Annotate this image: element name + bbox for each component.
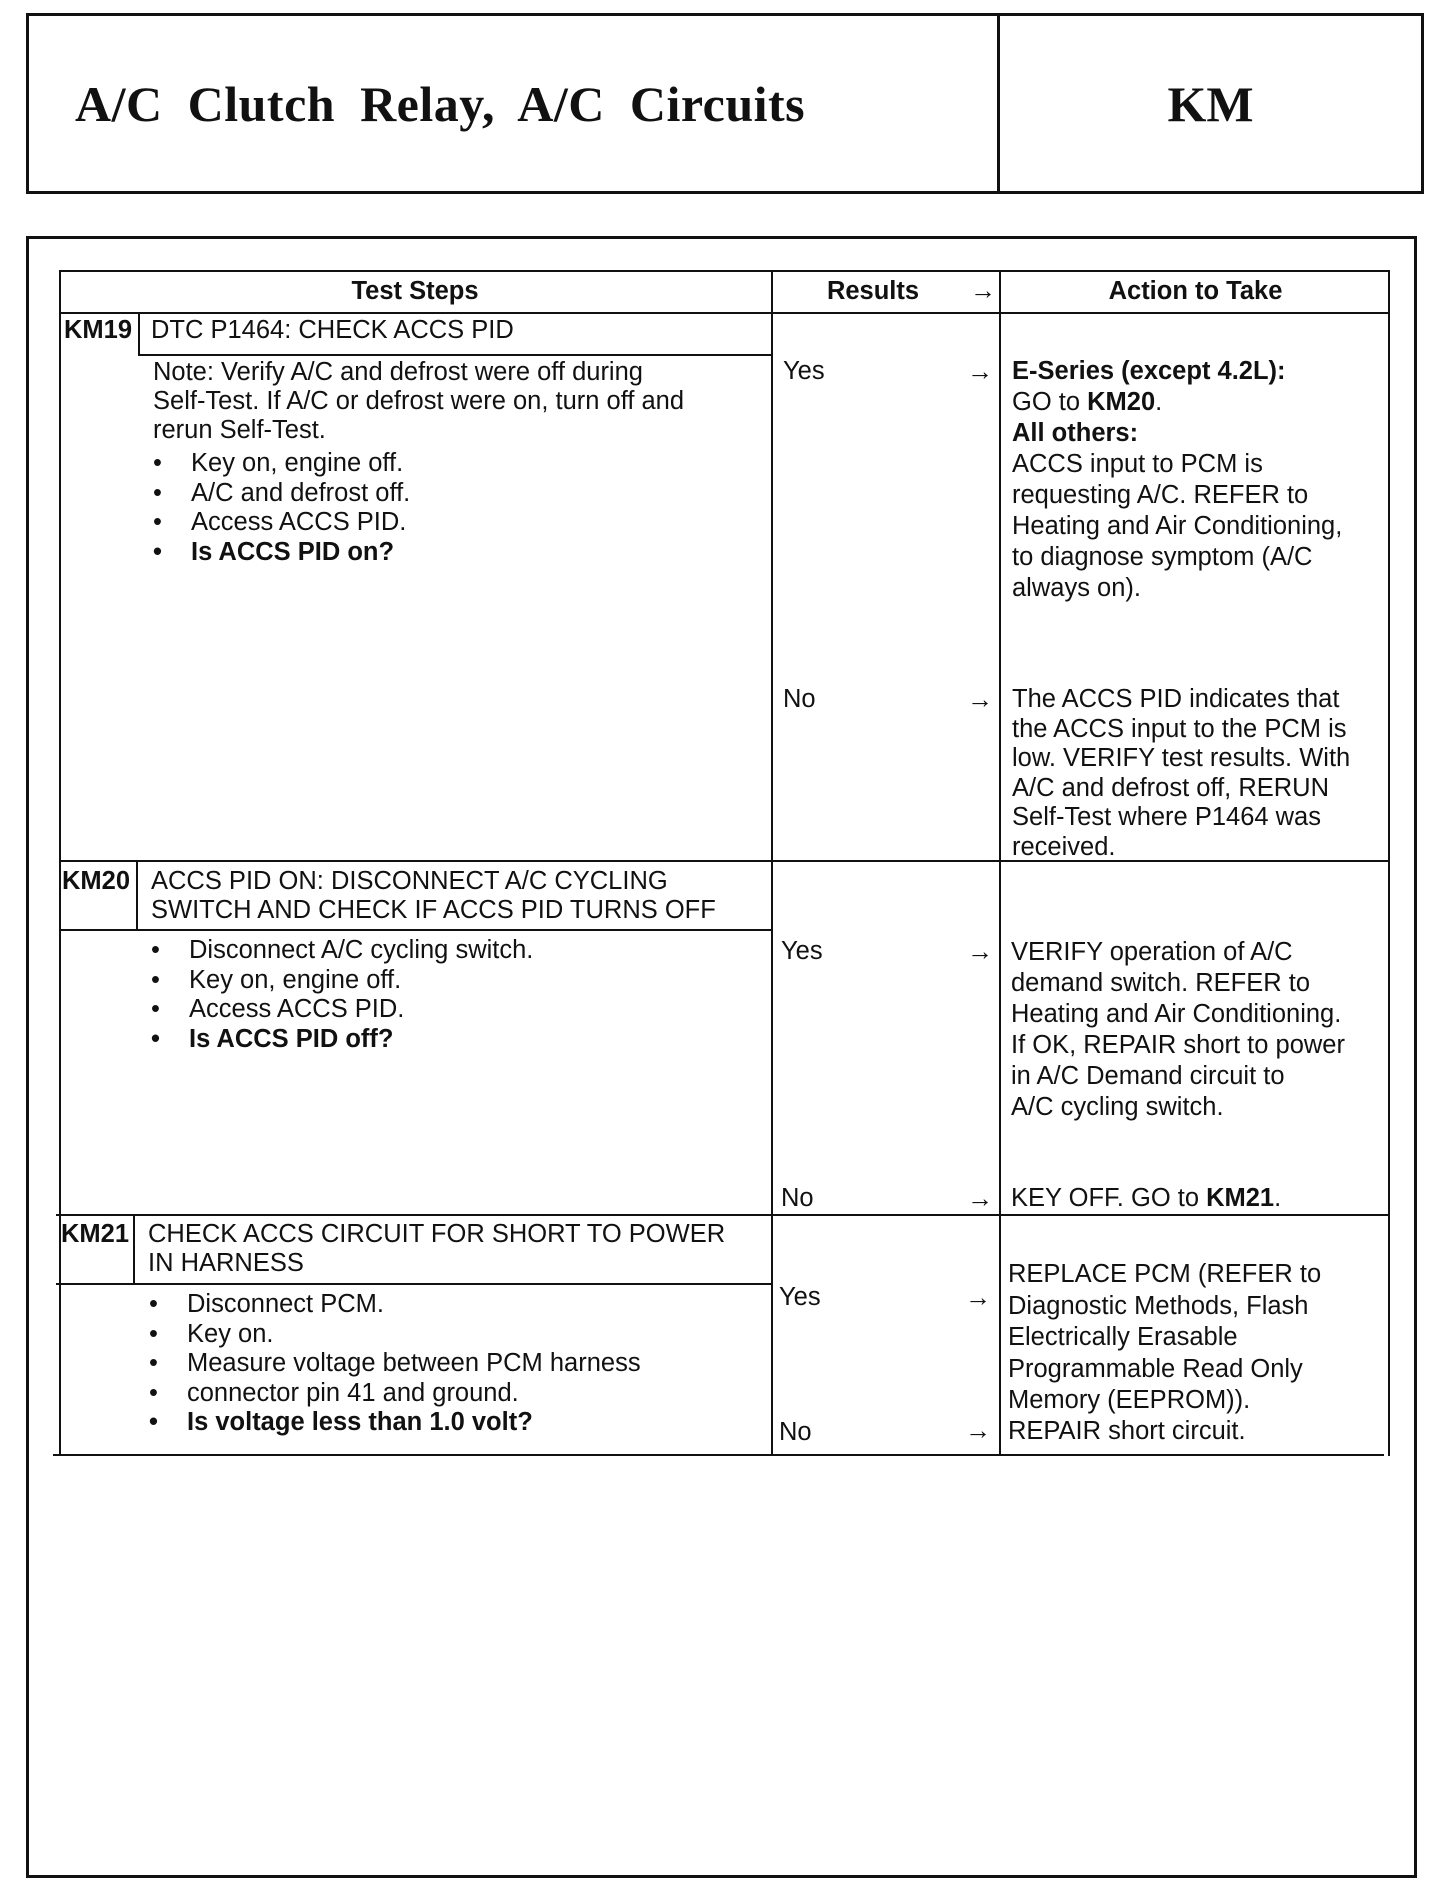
step-title-divider (138, 354, 772, 356)
table-border-right (1388, 270, 1390, 1456)
bullet-item: • Key on, engine off. (149, 966, 533, 996)
action-line: REPAIR short circuit. (1008, 1417, 1246, 1445)
action-line: VERIFY operation of A/C (1011, 938, 1293, 966)
result-arrow: → (965, 1282, 991, 1312)
result-arrow: → (965, 1415, 991, 1445)
note-line: Self-Test. If A/C or defrost were on, turn off and (153, 387, 685, 415)
action-line (1012, 387, 1342, 418)
action-text: GO to (1012, 388, 1088, 416)
action-line: All others: (1012, 419, 1139, 447)
page-title: A/C Clutch Relay, A/C Circuits (29, 16, 1000, 191)
action-line: in A/C Demand circuit to (1011, 1062, 1285, 1090)
bullet-item: • Key on, engine off. (151, 449, 410, 479)
action-line: ACCS input to PCM is (1012, 450, 1263, 478)
step-title-km21: IN HARNESS (148, 1249, 304, 1277)
action-line: to diagnose symptom (A/C (1012, 543, 1313, 571)
note-line: Note: Verify A/C and defrost were off during (153, 358, 643, 386)
action-line: low. VERIFY test results. With (1012, 744, 1351, 772)
bullet-item: • Is voltage less than 1.0 volt? (147, 1408, 641, 1438)
step-id-km20: KM20 (62, 867, 131, 895)
table-border-bottom (53, 1454, 1384, 1456)
result-arrow: → (967, 356, 993, 386)
action-line: Heating and Air Conditioning. (1011, 1000, 1342, 1028)
action-line: demand switch. REFER to (1011, 969, 1311, 997)
bullet-item: • Access ACCS PID. (151, 508, 410, 538)
action-line: A/C cycling switch. (1011, 1093, 1224, 1121)
action-km21-no (1008, 1417, 1246, 1447)
result-yes: Yes (783, 357, 825, 385)
step-id-divider (136, 862, 138, 930)
action-text: . (1155, 388, 1163, 416)
header-results: Results (826, 276, 920, 305)
page-header (26, 13, 1424, 194)
action-line: Electrically Erasable (1008, 1323, 1238, 1351)
bullet-item: • Disconnect PCM. (147, 1290, 641, 1320)
action-km19-no (1012, 685, 1350, 862)
result-arrow: → (967, 1183, 993, 1213)
step-title-km20: ACCS PID ON: DISCONNECT A/C CYCLING (151, 867, 668, 895)
action-km21-yes (1008, 1259, 1321, 1417)
result-yes: Yes (779, 1283, 821, 1311)
bullet-item: • Is ACCS PID on? (151, 538, 410, 568)
step-bullets-km21 (147, 1290, 641, 1438)
action-text: . (1274, 1184, 1282, 1212)
action-line: Heating and Air Conditioning, (1012, 512, 1343, 540)
action-km20-yes (1011, 937, 1345, 1123)
bullet-item: • Measure voltage between PCM harness (147, 1349, 641, 1379)
action-line: Diagnostic Methods, Flash (1008, 1291, 1309, 1320)
bullet-item: • Access ACCS PID. (149, 995, 533, 1025)
step-bullets-km20 (149, 936, 533, 1054)
step-bullets-km19 (151, 449, 410, 567)
test-steps-table (59, 270, 1390, 1456)
note-line: rerun Self-Test. (153, 416, 326, 444)
action-line: received. (1012, 832, 1116, 861)
action-line: Programmable Read Only (1008, 1354, 1303, 1383)
action-line: E-Series (except 4.2L): (1012, 357, 1286, 385)
step-title-km19: DTC P1464: CHECK ACCS PID (151, 316, 514, 344)
result-arrow: → (967, 684, 993, 714)
action-km19-yes (1012, 356, 1342, 604)
step-divider (56, 1214, 1390, 1216)
result-no: No (779, 1418, 812, 1446)
header-test-steps: Test Steps (351, 276, 479, 305)
table-border-left (59, 270, 61, 1456)
results-column-divider (771, 270, 773, 1456)
result-no: No (783, 685, 816, 713)
bullet-item: • A/C and defrost off. (151, 479, 410, 509)
action-line: The ACCS PID indicates that (1012, 685, 1340, 713)
action-line: Self-Test where P1464 was (1012, 803, 1321, 831)
bullet-continuation (147, 1379, 641, 1409)
action-text: KEY OFF. GO to (1011, 1184, 1207, 1212)
header-arrow: → (970, 275, 996, 305)
step-reference: KM20 (1087, 388, 1156, 416)
step-divider (59, 860, 1390, 862)
action-line: REPLACE PCM (REFER to (1008, 1260, 1322, 1288)
step-title-km20: SWITCH AND CHECK IF ACCS PID TURNS OFF (151, 896, 716, 924)
step-id-divider (133, 1216, 135, 1284)
result-arrow: → (967, 936, 993, 966)
action-line: the ACCS input to the PCM is (1012, 714, 1347, 743)
step-id-divider (138, 314, 140, 355)
header-action: Action to Take (1108, 276, 1283, 305)
header-row-divider (59, 312, 1390, 314)
step-title-km21: CHECK ACCS CIRCUIT FOR SHORT TO POWER (148, 1220, 726, 1248)
bullet-item: • Key on. (147, 1320, 641, 1350)
action-line: requesting A/C. REFER to (1012, 481, 1309, 509)
step-title-divider (56, 1283, 772, 1285)
action-line: If OK, REPAIR short to power (1011, 1031, 1345, 1059)
action-line: A/C and defrost off, RERUN (1012, 773, 1329, 802)
step-title-divider (59, 929, 772, 931)
result-yes: Yes (781, 937, 823, 965)
action-line: always on). (1012, 574, 1141, 602)
step-id-km19: KM19 (64, 316, 133, 344)
action-line: Memory (EEPROM)). (1008, 1386, 1251, 1414)
section-code: KM (1167, 75, 1254, 132)
action-column-divider (999, 270, 1001, 1456)
bullet-item: • Disconnect A/C cycling switch. (149, 936, 533, 966)
action-km20-no (1011, 1184, 1281, 1214)
bullet-text: connector pin 41 and ground. (187, 1378, 519, 1407)
step-reference: KM21 (1206, 1184, 1275, 1212)
bullet-item: • Is ACCS PID off? (149, 1025, 533, 1055)
step-id-km21: KM21 (61, 1220, 130, 1248)
result-no: No (781, 1184, 814, 1212)
